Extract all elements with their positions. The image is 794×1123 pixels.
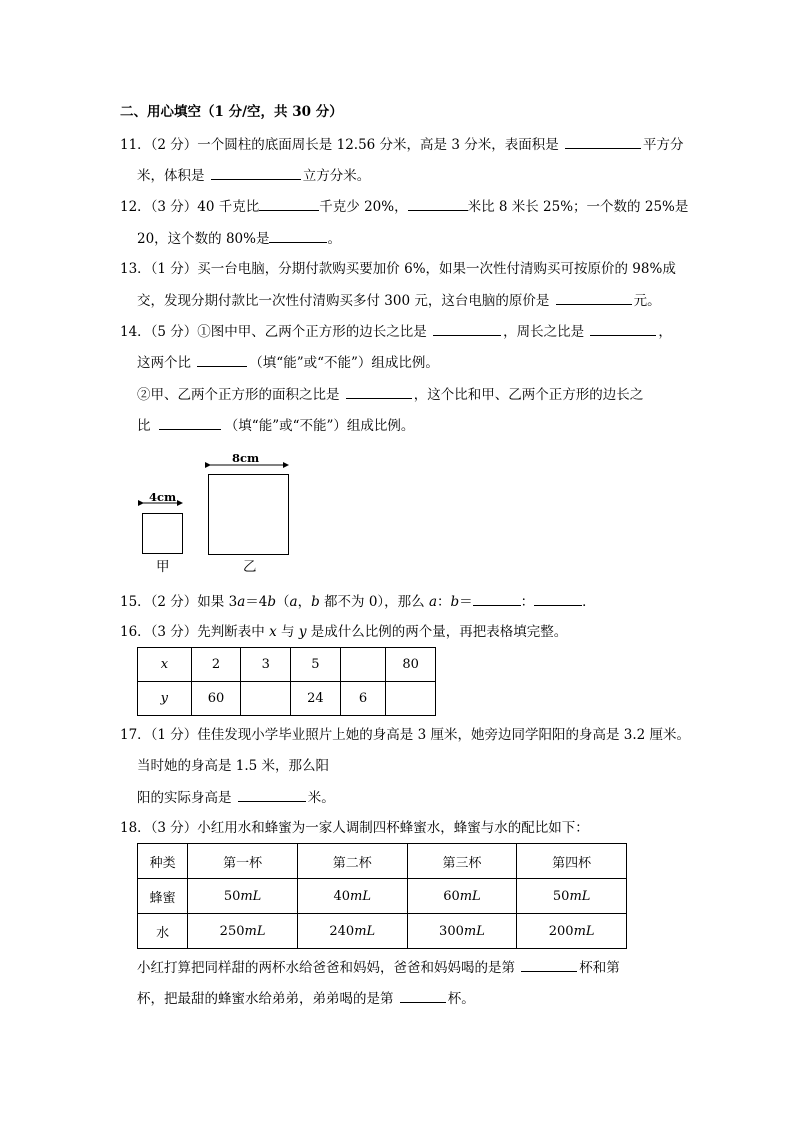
- square-yi-label: 乙: [243, 559, 257, 575]
- square-jia-label: 甲: [156, 559, 170, 575]
- q15-blank-1[interactable]: [473, 591, 521, 606]
- q15-colon2: ：: [520, 594, 535, 610]
- q16-mid: 与: [276, 624, 299, 640]
- question-14-line-3: [137, 384, 643, 405]
- q17-text-1: 17．（1 分）佳佳发现小学毕业照片上她的身高是 3 厘米，她旁边同学阳阳的身高是 3.2 厘米。: [120, 727, 691, 743]
- q12-text-2b: 。: [327, 231, 341, 247]
- q18-text-2b: 杯和第: [579, 960, 620, 976]
- large-square-side-label: 8cm: [232, 451, 260, 465]
- q14-text-1b: ，周长之比是: [503, 324, 585, 340]
- table-cell: 6: [340, 682, 386, 716]
- question-17-line-2: [137, 756, 329, 776]
- q11-text-2a: 米，体积是: [137, 168, 205, 184]
- q14-text-1c: ，: [658, 324, 672, 340]
- q12-text-2a: 20，这个数的 80%是: [137, 231, 270, 247]
- q15-mid2: （: [276, 594, 290, 610]
- question-14-line-1: [120, 321, 672, 342]
- table-cell: x: [138, 648, 192, 682]
- question-13-line-1: [120, 259, 676, 279]
- table-cell: y: [138, 682, 192, 716]
- question-11-line-2: [137, 165, 370, 186]
- q16-table: [137, 647, 436, 716]
- q15-pre: 15．（2 分）如果 3: [120, 594, 238, 610]
- q11-text: 11．（2 分）一个圆柱的底面周长是 12.56 分米，高是 3 分米，表面积是: [120, 137, 559, 153]
- table-cell: 24: [291, 682, 341, 716]
- q18-blank-1[interactable]: [521, 957, 577, 972]
- question-15: [120, 591, 596, 612]
- q12-blank-3[interactable]: [269, 228, 327, 243]
- q17-text-3a: 阳的实际身高是: [137, 790, 232, 806]
- table-cell: 5: [291, 648, 341, 682]
- q16-post: 是成什么比例的两个量，再把表格填完整。: [306, 624, 568, 640]
- small-square-side-label: 4cm: [149, 490, 177, 504]
- q14-text-2a: 这两个比: [137, 355, 191, 371]
- table-header-cell: 第四杯: [517, 844, 627, 879]
- q18-text-2a: 小红打算把同样甜的两杯水给爸爸和妈妈，爸爸和妈妈喝的是第: [137, 960, 515, 976]
- q14-blank-side-ratio[interactable]: [433, 321, 501, 336]
- q14-text-4b: （填“能”或“不能”）组成比例。: [224, 418, 415, 434]
- table-cell: 蜂蜜: [138, 879, 188, 914]
- q15-var-a3: a: [428, 594, 438, 610]
- q12-text-1a: 12．（3 分）40 千克比: [120, 199, 260, 215]
- q16-table-row-y: [138, 682, 436, 716]
- q18-blank-2[interactable]: [400, 988, 446, 1003]
- table-cell: 80: [386, 648, 436, 682]
- table-cell: 300mL: [407, 914, 517, 949]
- table-cell: 250mL: [188, 914, 298, 949]
- q16-pre: 16．（3 分）先判断表中: [120, 624, 270, 640]
- q11-blank-surface[interactable]: [565, 134, 641, 149]
- table-cell-blank[interactable]: [340, 648, 386, 682]
- q14-text-1a: 14．（5 分）①图中甲、乙两个正方形的边长之比是: [120, 324, 427, 340]
- q15-eq: ＝: [459, 594, 473, 610]
- q14-blank-can-form-2[interactable]: [159, 415, 221, 430]
- question-11-line-1: [120, 134, 684, 155]
- q15-var-b2: b: [311, 594, 320, 610]
- q13-text-1: 13．（1 分）买一台电脑，分期付款购买要加价 6%，如果一次性付清购买可按原价的 98%成: [120, 261, 676, 277]
- square-yi: [208, 474, 289, 555]
- table-cell: 水: [138, 914, 188, 949]
- q15-end: ．: [582, 594, 596, 610]
- table-header-cell: 第一杯: [188, 844, 298, 879]
- question-14-line-4: [137, 415, 414, 436]
- question-16: [120, 622, 567, 642]
- table-cell-blank[interactable]: [241, 682, 291, 716]
- q18-table: [137, 843, 627, 949]
- q14-blank-can-form-1[interactable]: [197, 352, 247, 367]
- table-cell: 240mL: [297, 914, 407, 949]
- table-cell: 60: [191, 682, 241, 716]
- q15-mid1: ＝4: [245, 594, 268, 610]
- q18-text-1: 18．（3 分）小红用水和蜂蜜为一家人调制四杯蜂蜜水，蜂蜜与水的配比如下：: [120, 820, 589, 836]
- q13-blank[interactable]: [556, 290, 632, 305]
- q14-text-3a: ②甲、乙两个正方形的面积之比是: [137, 387, 340, 403]
- q14-text-2b: （填“能”或“不能”）组成比例。: [249, 355, 439, 371]
- q18-table-header: [138, 844, 627, 879]
- q15-blank-2[interactable]: [534, 591, 582, 606]
- q12-text-1b: 千克少 20%，: [319, 199, 408, 215]
- q15-var-a: a: [237, 594, 246, 610]
- table-cell: 3: [241, 648, 291, 682]
- q12-blank-1[interactable]: [259, 196, 319, 211]
- table-header-cell: 第二杯: [297, 844, 407, 879]
- question-17-line-3: [137, 787, 335, 808]
- table-cell: 50mL: [517, 879, 627, 914]
- section-title: 二、用心填空（1 分/空，共 30 分）: [120, 104, 343, 120]
- q15-var-b: b: [267, 594, 277, 610]
- question-18-line-1: [120, 818, 589, 838]
- question-14-line-2: [137, 352, 439, 373]
- q13-text-2a: 交，发现分期付款比一次性付清购买多付 300 元，这台电脑的原价是: [137, 293, 550, 309]
- table-header-cell: 种类: [138, 844, 188, 879]
- q15-var-a2: a: [289, 594, 298, 610]
- q16-var-x: x: [269, 624, 277, 640]
- table-cell: 60mL: [407, 879, 517, 914]
- table-cell: 40mL: [297, 879, 407, 914]
- q18-text-3b: 杯。: [447, 991, 475, 1007]
- q14-text-3b: ，这个比和甲、乙两个正方形的边长之: [413, 387, 644, 403]
- table-header-cell: 第三杯: [407, 844, 517, 879]
- q11-blank-volume[interactable]: [211, 165, 301, 180]
- question-18-line-3: [137, 988, 475, 1009]
- question-12-line-2: [137, 228, 341, 249]
- q15-mid4: 都不为 0），那么: [319, 594, 429, 610]
- q11-text-end: 平方分: [643, 137, 684, 153]
- q15-colon1: ：: [437, 594, 451, 610]
- q13-text-2b: 元。: [633, 293, 661, 309]
- q15-mid3: ，: [297, 594, 312, 610]
- q12-text-1c: 米比 8 米长 25%；一个数的 25%是: [467, 199, 689, 215]
- table-cell: 50mL: [188, 879, 298, 914]
- q18-text-3a: 杯，把最甜的蜂蜜水给弟弟，弟弟喝的是第: [137, 991, 394, 1007]
- table-cell-blank[interactable]: [386, 682, 436, 716]
- q14-text-4a: 比: [137, 418, 151, 434]
- q12-blank-2[interactable]: [408, 196, 468, 211]
- q14-blank-area-ratio[interactable]: [346, 384, 412, 399]
- q15-var-b3: b: [450, 594, 460, 610]
- table-cell: 2: [191, 648, 241, 682]
- q16-var-y: y: [298, 624, 307, 640]
- square-jia: [142, 513, 183, 554]
- q18-table-row-water: [138, 914, 627, 949]
- q17-text-2: 当时她的身高是 1.5 米，那么阳: [137, 758, 330, 774]
- q17-text-3b: 米。: [307, 790, 335, 806]
- table-cell: 200mL: [517, 914, 627, 949]
- q16-table-row-x: [138, 648, 436, 682]
- q11-text-2b: 立方分米。: [302, 168, 371, 184]
- question-12-line-1: [120, 196, 688, 217]
- question-18-line-2: [137, 957, 620, 978]
- q14-blank-perimeter-ratio[interactable]: [590, 321, 656, 336]
- question-13-line-2: [137, 290, 661, 311]
- q17-blank[interactable]: [238, 787, 306, 802]
- q18-table-row-honey: [138, 879, 627, 914]
- question-17-line-1: [120, 725, 690, 745]
